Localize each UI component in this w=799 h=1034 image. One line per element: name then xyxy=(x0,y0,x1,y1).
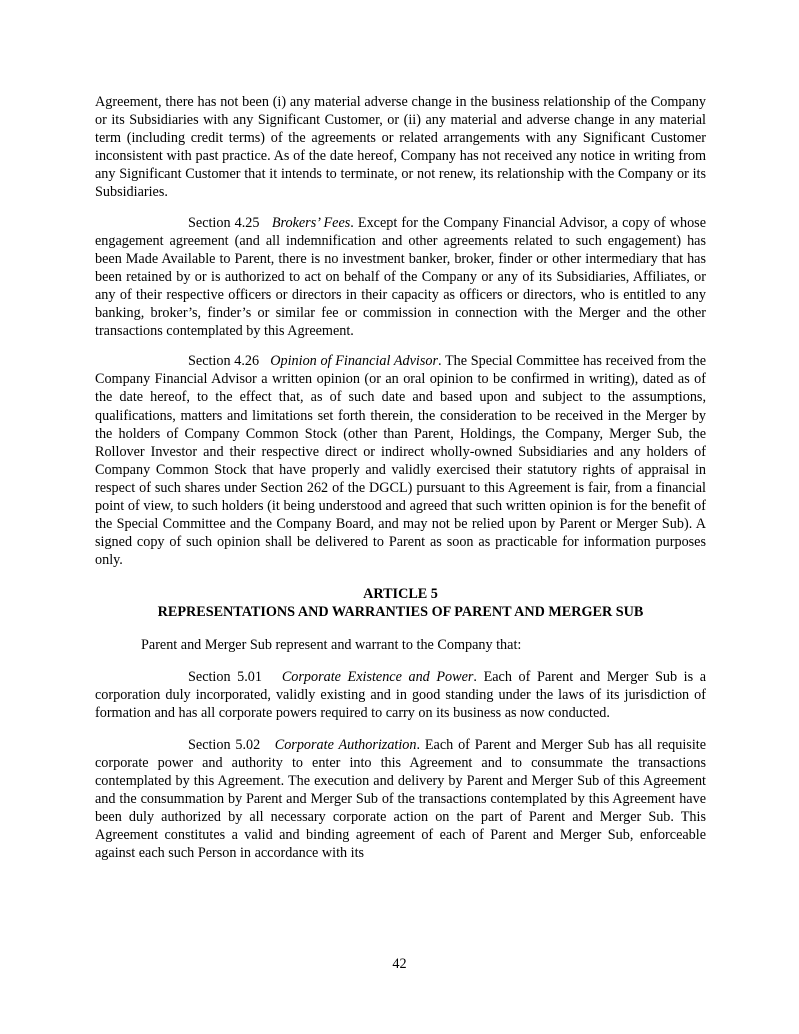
section-number: Section 4.26 xyxy=(188,353,260,370)
section-title: Opinion of Financial Advisor xyxy=(270,353,438,370)
section-4-25 xyxy=(95,214,706,341)
section-number: Section 5.01 xyxy=(188,668,262,685)
page-number: 42 xyxy=(392,956,407,972)
section-body: . Except for the Company Financial Advisor, a copy of whose engagement agreement (and all indemnification and other agreements related to such engagement) has been Made Available to Parent, there is no investment banker, broker, finder or other intermediary that has been retained by or is authorized to act on behalf of the Company or any of its Subsidiaries, Affiliates, or any of their respective officers or directors in their capacity as officers or directors, who is entitled to any banking, broker’s, finder’s or similar fee or commission in connection with the Merger and the other transactions contemplated by this Agreement. xyxy=(95,214,706,340)
section-5-01 xyxy=(95,668,706,722)
section-title: Corporate Existence and Power xyxy=(281,668,474,685)
article-title: REPRESENTATIONS AND WARRANTIES OF PARENT AND MERGER SUB xyxy=(157,604,644,621)
section-number: Section 5.02 xyxy=(188,736,261,753)
section-title: Corporate Authorization xyxy=(274,736,417,753)
article-number: ARTICLE 5 xyxy=(363,586,438,603)
section-title: Brokers’ Fees xyxy=(271,214,351,231)
continuation-paragraph: Agreement, there has not been (i) any material adverse change in the business relationship of the Company or its Subsidiaries with any Significant Customer, or (ii) any material and adverse change in any material term (including credit terms) of the agreements or related arrangements with any Significant Customer inconsistent with past practice. As of the date hereof, Company has not received any notice in writing from any Significant Customer that it intends to terminate, or not renew, its relationship with the Company or its Subsidiaries. xyxy=(95,94,706,201)
document-body xyxy=(95,93,706,863)
section-number: Section 4.25 xyxy=(188,214,260,231)
section-4-26 xyxy=(95,352,706,569)
article-heading xyxy=(95,585,706,621)
article-intro: Parent and Merger Sub represent and warrant to the Company that: xyxy=(141,636,522,653)
section-5-02 xyxy=(95,736,706,863)
section-body: . Each of Parent and Merger Sub has all requisite corporate power and authority to enter into this Agreement and to consummate the transactions contemplated by this Agreement. The execution and delivery by Parent and Merger Sub of this Agreement and the consummation by Parent and Merger Sub of the transactions contemplated by this Agreement have been duly authorized by all necessary corporate action on the part of Parent and Merger Sub. This Agreement constitutes a valid and binding agreement of each of Parent and Merger Sub, enforceable against each such Person in accordance with its xyxy=(95,736,707,862)
section-body: . Each of Parent and Merger Sub is a corporation duly incorporated, validly existing and in good standing under the laws of its jurisdiction of formation and has all corporate powers required to carry on its business as now conducted. xyxy=(95,668,707,721)
section-body: . The Special Committee has received from the Company Financial Advisor a written opinion (or an oral opinion to be confirmed in writing), dated as of the date hereof, to the effect that, as of such date and based upon and subject to the assumptions, qualifications, matters and limitations set forth therein, the consideration to be received in the Merger by the holders of Company Common Stock (other than Parent, Holdings, the Company, Merger Sub, the Rollover Investor and their respective direct or indirect wholly-owned Subsidiaries and any holders of Company Common Stock that have properly and validly exercised their statutory rights of appraisal in respect of such shares under Section 262 of the DGCL) pursuant to this Agreement is fair, from a financial point of view, to such holders (it being understood and agreed that such written opinion is for the benefit of the Special Committee and the Company Board, and may not be relied upon by Parent or Merger Sub). A signed copy of such opinion shall be delivered to Parent as soon as practicable for information purposes only. xyxy=(95,353,706,569)
